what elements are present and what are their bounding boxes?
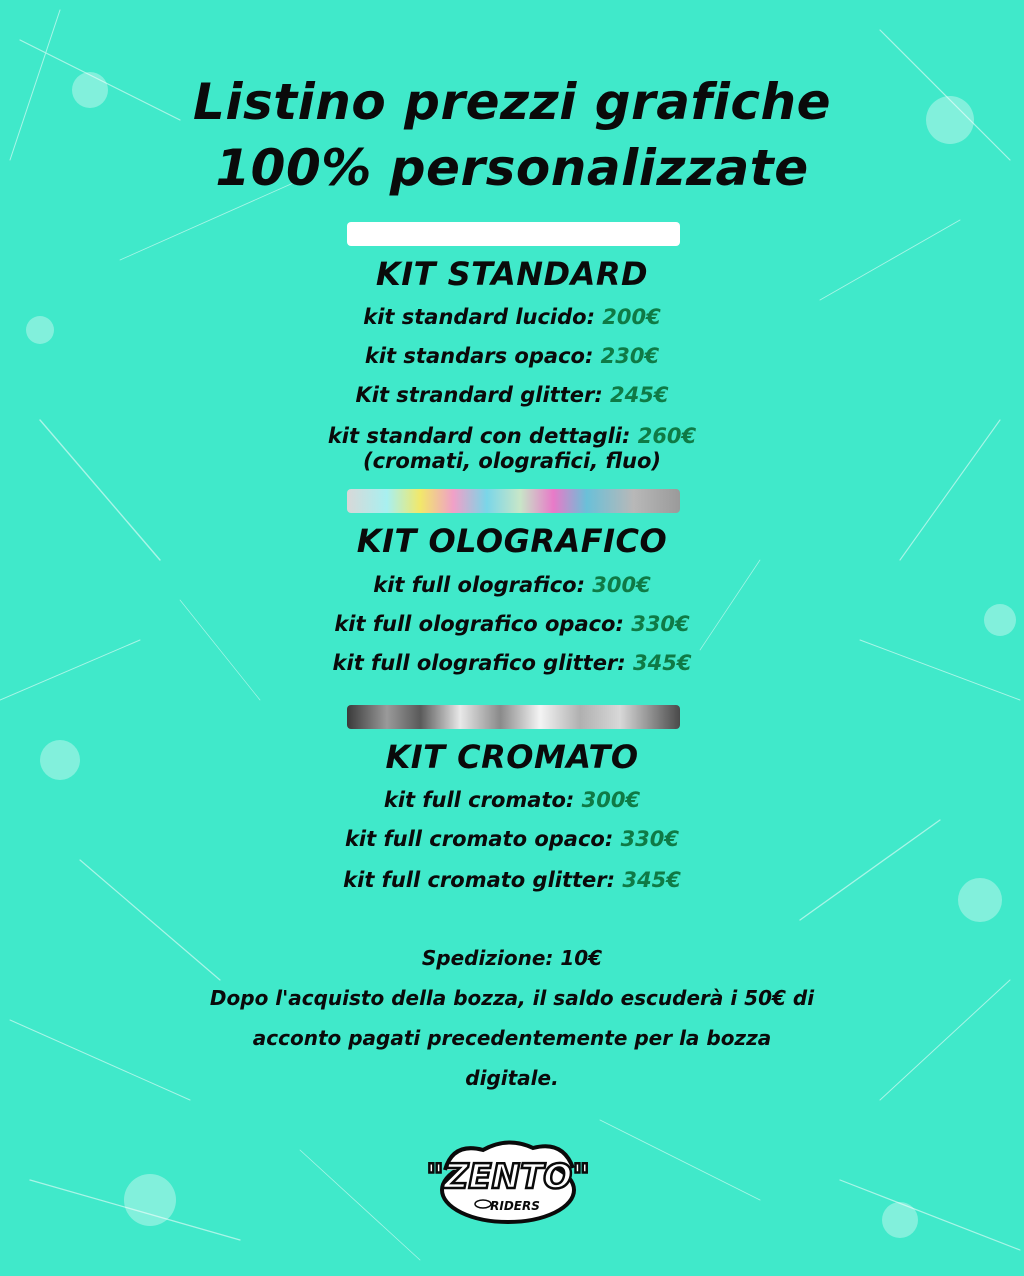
item-price: 345€ xyxy=(633,651,692,675)
price-row xyxy=(0,303,1024,331)
item-detail-note: (cromati, olografici, fluo) xyxy=(363,449,661,473)
item-label: kit full olografico: xyxy=(373,573,585,597)
price-row xyxy=(0,571,1024,599)
item-price: 245€ xyxy=(610,383,669,407)
divider-bar-holographic xyxy=(347,489,680,513)
price-row xyxy=(0,825,1024,853)
zento-riders-logo xyxy=(423,1130,593,1230)
section-heading-kit-standard: KIT STANDARD xyxy=(375,255,649,293)
divider-bar-chrome xyxy=(347,705,680,729)
item-label: Kit strandard glitter: xyxy=(355,383,603,407)
item-price: 345€ xyxy=(622,868,681,892)
item-label: kit full cromato: xyxy=(383,788,575,812)
item-price: 300€ xyxy=(592,573,651,597)
price-row xyxy=(0,610,1024,638)
item-label: kit full cromato opaco: xyxy=(344,827,614,851)
item-price: 330€ xyxy=(631,612,690,636)
item-price: 200€ xyxy=(602,305,661,329)
item-price: 260€ xyxy=(637,424,697,448)
logo-subtext: RIDERS xyxy=(490,1199,540,1213)
item-price: 230€ xyxy=(600,344,660,368)
item-label: kit full olografico opaco: xyxy=(334,612,624,636)
item-price: 300€ xyxy=(581,788,641,812)
price-row xyxy=(0,422,1024,450)
section-heading-kit-cromato: KIT CROMATO xyxy=(385,738,639,776)
item-price: 330€ xyxy=(620,827,680,851)
shipping-note: Spedizione: 10€ xyxy=(421,946,603,970)
price-row xyxy=(0,866,1024,894)
item-label: kit standard con dettagli: xyxy=(327,424,631,448)
page-title-line-2: 100% personalizzate xyxy=(215,139,809,197)
price-row xyxy=(0,381,1024,409)
price-row xyxy=(0,649,1024,677)
item-label: kit standard lucido: xyxy=(363,305,595,329)
price-row xyxy=(0,786,1024,814)
price-row xyxy=(0,342,1024,370)
item-label: kit standars opaco: xyxy=(364,344,594,368)
item-label: kit full olografico glitter: xyxy=(332,651,626,675)
deposit-note-line-3: digitale. xyxy=(465,1066,559,1090)
deposit-note-line-1: Dopo l'acquisto della bozza, il saldo escuderà i 50€ di xyxy=(209,986,815,1010)
logo-wordmark: "ZENTO" xyxy=(426,1157,590,1197)
divider-bar-white xyxy=(347,222,680,246)
section-heading-kit-olografico: KIT OLOGRAFICO xyxy=(356,522,668,560)
deposit-note-line-2: acconto pagati precedentemente per la bozza xyxy=(252,1026,772,1050)
item-label: kit full cromato glitter: xyxy=(343,868,616,892)
page-title-line-1: Listino prezzi grafiche xyxy=(193,73,831,131)
